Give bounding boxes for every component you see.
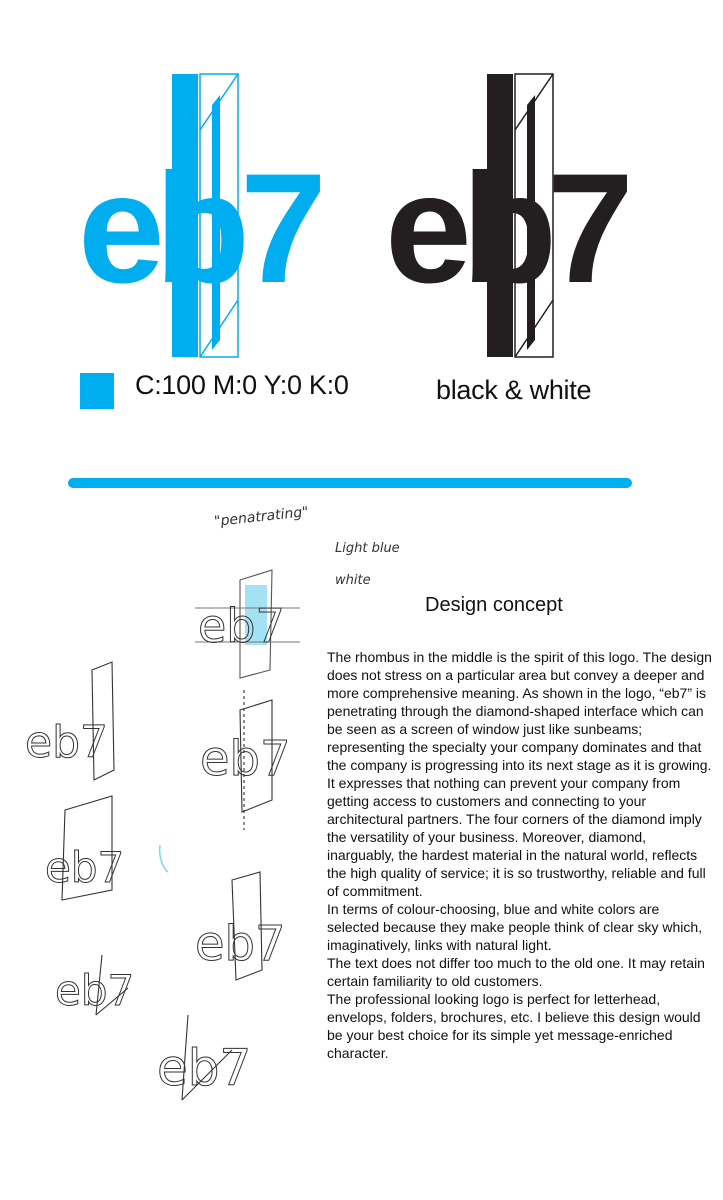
sketch-5-text: eb7: [195, 916, 286, 972]
sketch-area: [0, 560, 320, 1170]
logo-bw: [385, 70, 665, 365]
cmyk-label: C:100 M:0 Y:0 K:0: [135, 370, 349, 400]
sketch-note-light-blue: Light blue: [335, 541, 400, 556]
concept-paragraph-2: In terms of colour-choosing, blue and white colors are selected because they make people think of clear sky which, imaginatively, links with natural light.: [327, 901, 703, 953]
sketch-7-text: eb7: [157, 1039, 252, 1097]
sketch-6-text: eb7: [55, 966, 135, 1015]
sketch-1: [195, 570, 300, 678]
concept-paragraph-3: The text does not differ too much to the old one. It may retain certain familiarity to old customers.: [327, 955, 705, 989]
concept-body: [327, 648, 712, 1062]
blue-squiggle: [160, 845, 168, 872]
sketch-note-penetrating: "penatrating": [213, 504, 310, 530]
concept-paragraph-4: The professional looking logo is perfect for letterhead, envelops, folders, brochures, etc. I believe this design would be your best choice for its simple yet message-enriched character.: [327, 991, 701, 1061]
logo-blue-text: eb7: [78, 142, 317, 316]
section-divider: [68, 478, 632, 488]
sketch-5: [195, 872, 286, 980]
sketch-2: [25, 662, 114, 780]
sketch-6: [55, 955, 134, 1015]
sketch-7: [157, 1015, 251, 1100]
sketch-1-text: eb7: [198, 599, 285, 653]
concept-paragraph-1: The rhombus in the middle is the spirit of this logo. The design does not stress on a particular area but convey a deeper and more comprehensive meaning. As shown in the logo, “eb7” is penetrating through the diamond-shaped interface which can be seen as a screen of window just like sunbeams; representing the specialty your company dominates and that the company is progressing into its next stage as it is growing. It expresses that nothing can prevent your company from getting access to customers and connecting to your architectural partners. The four corners of the diamond imply the versatility of your business. Moreover, diamond, inarguably, the hardest material in the natural world, reflects the high quality of service; it is so trustworthy, reliable and full of commitment.: [327, 649, 712, 899]
concept-title: Design concept: [425, 594, 563, 616]
sketch-3-text: eb7: [200, 731, 291, 787]
sketch-3: [200, 690, 291, 830]
sketch-2-text: eb7: [25, 717, 108, 768]
color-swatch: [80, 373, 114, 409]
bw-label: black & white: [436, 375, 592, 405]
logo-blue: [70, 70, 350, 365]
sketch-4-text: eb7: [45, 843, 125, 892]
sketch-note-white: white: [335, 573, 371, 588]
sketch-4: [45, 796, 124, 900]
logo-bw-text: eb7: [385, 142, 624, 316]
